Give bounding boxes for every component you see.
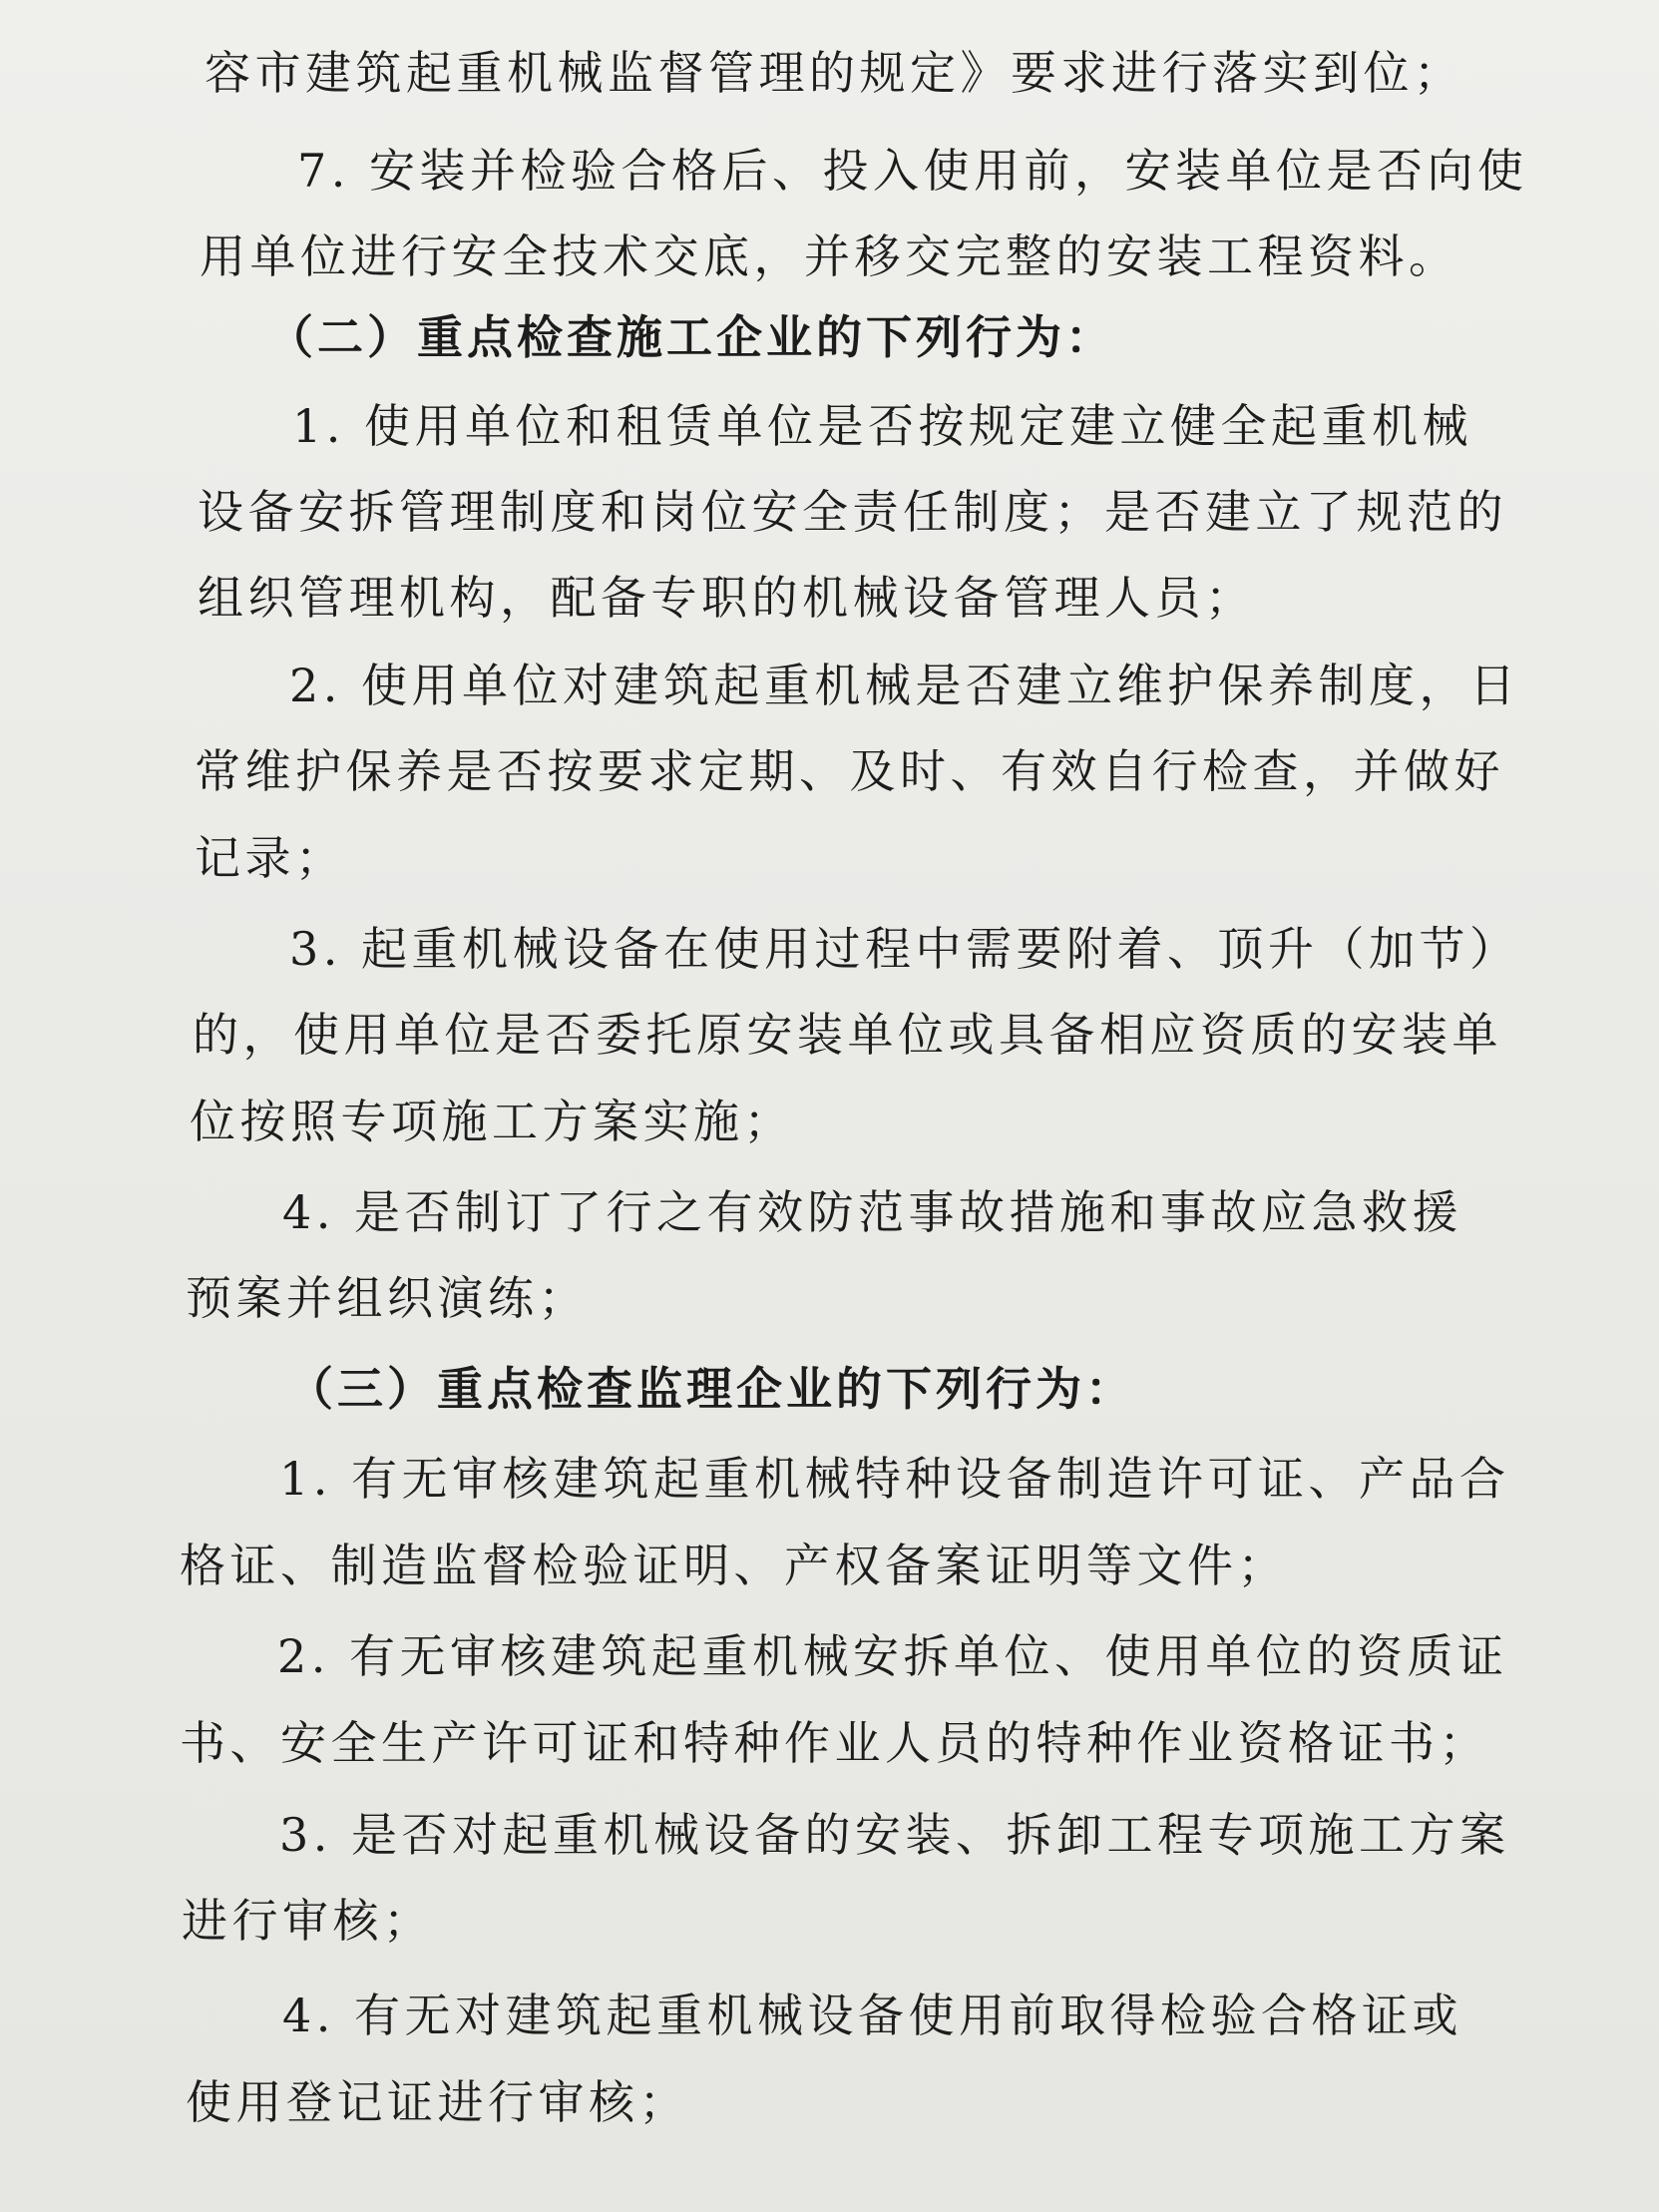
text-line-5: 1. 使用单位和租赁单位是否按规定建立健全起重机械 [292,399,1473,453]
text-line-2: 7. 安装并检验合格后、投入使用前，安装单位是否向使 [297,144,1528,198]
text-line-6: 设备安拆管理制度和岗位安全责任制度；是否建立了规范的 [198,485,1507,539]
text-line-12: 的，使用单位是否委托原安装单位或具备相应资质的安装单 [193,1008,1502,1062]
text-line-20: 书、安全生产许可证和特种作业人员的特种作业资格证书； [180,1716,1489,1770]
text-line-8: 2. 使用单位对建筑起重机械是否建立维护保养制度，日 [289,659,1520,712]
text-line-1: 容市建筑起重机械监督管理的规定》要求进行落实到位； [205,46,1464,100]
text-line-9: 常维护保养是否按要求定期、及时、有效自行检查，并做好 [195,744,1504,798]
text-line-10: 记录； [195,831,346,885]
text-line-11: 3. 起重机械设备在使用过程中需要附着、顶升（加节） [289,922,1520,976]
text-line-17: 1. 有无审核建筑起重机械特种设备制造许可证、产品合 [279,1452,1510,1506]
text-line-23: 4. 有无对建筑起重机械设备使用前取得检验合格证或 [282,1989,1463,2042]
text-line-15: 预案并组织演练； [186,1271,589,1325]
text-line-14: 4. 是否制订了行之有效防范事故措施和事故应急救援 [282,1185,1463,1239]
text-line-19: 2. 有无审核建筑起重机械安拆单位、使用单位的资质证 [277,1629,1508,1683]
section-heading-3: （三）重点检查监理企业的下列行为： [287,1362,1135,1416]
text-line-21: 3. 是否对起重机械设备的安装、拆卸工程专项施工方案 [279,1808,1510,1862]
section-heading-2: （二）重点检查施工企业的下列行为： [267,310,1115,364]
text-line-13: 位按照专项施工方案实施； [190,1095,794,1148]
text-line-7: 组织管理机构，配备专职的机械设备管理人员； [198,571,1256,625]
text-line-18: 格证、制造监督检验证明、产权备案证明等文件； [180,1539,1288,1592]
text-line-22: 进行审核； [182,1894,434,1948]
text-line-3: 用单位进行安全技术交底，并移交完整的安装工程资料。 [200,229,1459,283]
text-line-24: 使用登记证进行审核； [186,2075,689,2129]
